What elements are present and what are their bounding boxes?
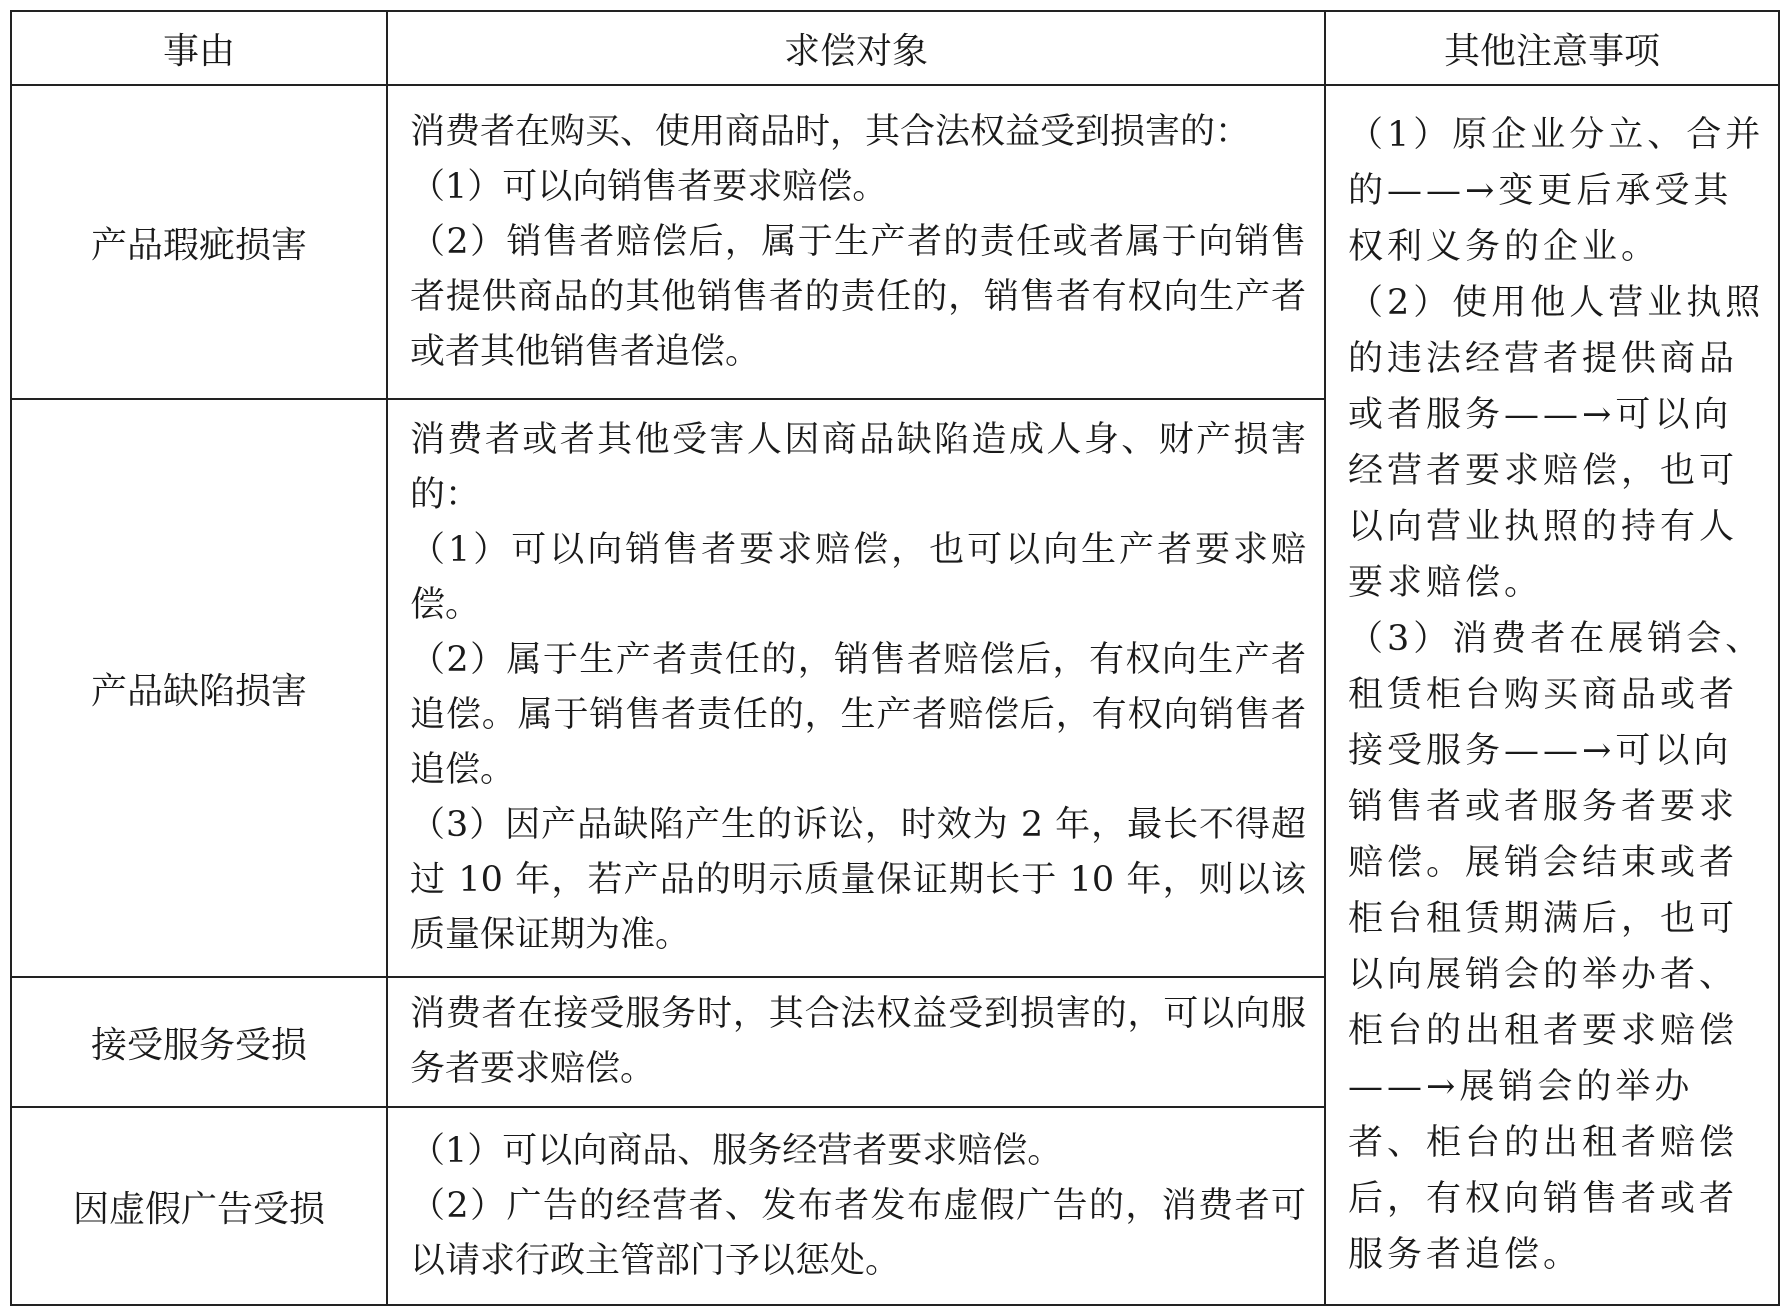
target-line: 消费者或者其他受害人因商品缺陷造成人身、财产损害的： bbox=[410, 420, 1306, 515]
target-line: 消费者在购买、使用商品时，其合法权益受到损害的： bbox=[410, 111, 1251, 152]
reason-cell: 接受服务受损 bbox=[11, 977, 387, 1107]
target-cell bbox=[387, 399, 1325, 977]
target-line: （1）可以向销售者要求赔偿。 bbox=[410, 166, 888, 207]
target-line: （2）广告的经营者、发布者发布虚假广告的，消费者可以请求行政主管部门予以惩处。 bbox=[410, 1185, 1306, 1281]
target-cell bbox=[387, 1107, 1325, 1305]
table-row bbox=[11, 85, 1779, 399]
header-notes: 其他注意事项 bbox=[1325, 11, 1779, 85]
notes-line: （1）原企业分立、合并的——→变更后承受其权利义务的企业。 bbox=[1348, 115, 1765, 267]
target-line: （2）销售者赔偿后，属于生产者的责任或者属于向销售者提供商品的其他销售者的责任的，销售者有权向生产者或者其他销售者追偿。 bbox=[410, 221, 1306, 372]
table-header-row bbox=[11, 11, 1779, 85]
target-line: （1）可以向销售者要求赔偿，也可以向生产者要求赔偿。 bbox=[410, 530, 1306, 625]
header-reason: 事由 bbox=[11, 11, 387, 85]
target-cell bbox=[387, 977, 1325, 1107]
reason-cell: 产品缺陷损害 bbox=[11, 399, 387, 977]
compensation-table bbox=[10, 10, 1780, 1306]
target-line: （3）因产品缺陷产生的诉讼，时效为 2 年，最长不得超过 10 年，若产品的明示质量保证期长于 10 年，则以该质量保证期为准。 bbox=[410, 805, 1306, 955]
target-cell bbox=[387, 85, 1325, 399]
reason-cell: 产品瑕疵损害 bbox=[11, 85, 387, 399]
target-line: （1）可以向商品、服务经营者要求赔偿。 bbox=[410, 1130, 1063, 1171]
header-target: 求偿对象 bbox=[387, 11, 1325, 85]
target-line: 消费者在接受服务时，其合法权益受到损害的，可以向服务者要求赔偿。 bbox=[410, 994, 1306, 1089]
target-line: （2）属于生产者责任的，销售者赔偿后，有权向生产者追偿。属于销售者责任的，生产者赔偿后，有权向销售者追偿。 bbox=[410, 640, 1306, 790]
notes-cell bbox=[1325, 85, 1779, 1305]
notes-line: （3）消费者在展销会、租赁柜台购买商品或者接受服务——→可以向销售者或者服务者要求赔偿。展销会结束或者柜台租赁期满后，也可以向展销会的举办者、柜台的出租者要求赔偿——→展销会的举办者、柜台的出租者赔偿后，有权向销售者或者服务者追偿。 bbox=[1348, 619, 1765, 1275]
notes-line: （2）使用他人营业执照的违法经营者提供商品或者服务——→可以向经营者要求赔偿，也可以向营业执照的持有人要求赔偿。 bbox=[1348, 283, 1765, 603]
reason-cell: 因虚假广告受损 bbox=[11, 1107, 387, 1305]
